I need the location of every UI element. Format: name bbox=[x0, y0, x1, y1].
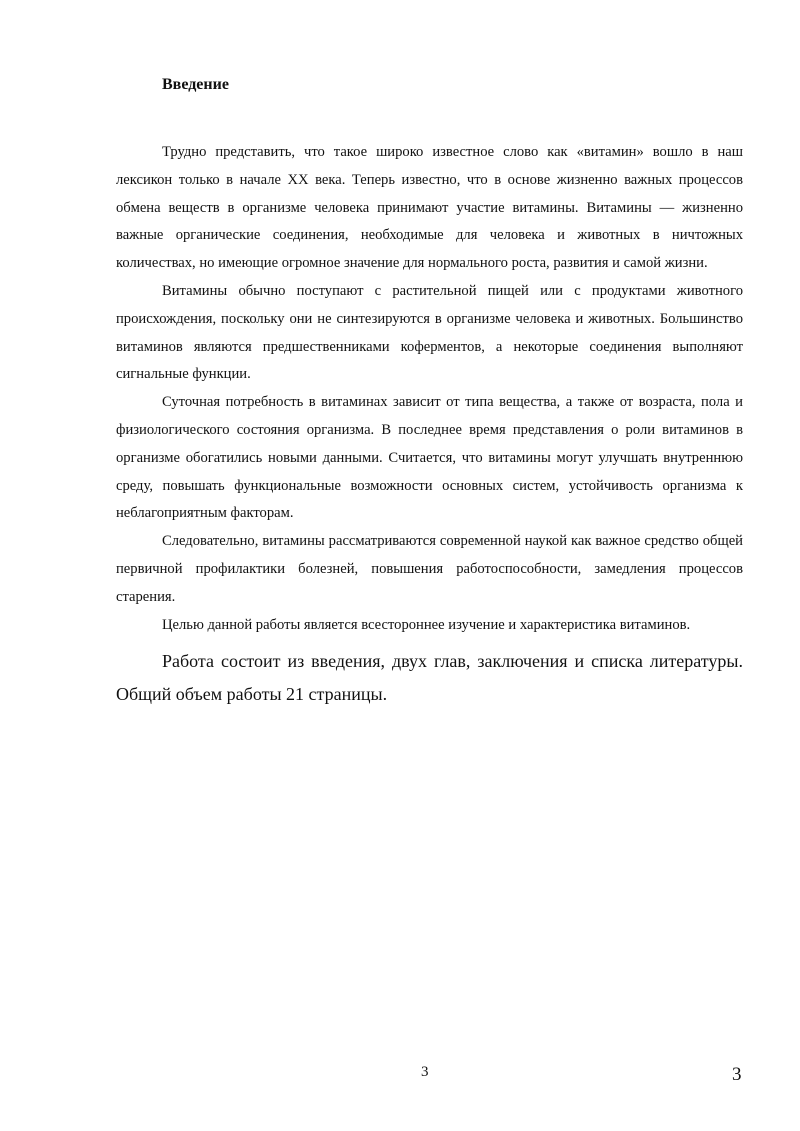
paragraph-conclusion: Следовательно, витамины рассматриваются современной наукой как важное средство общей первичной профилактики болезней, повышения работоспособности, замедления процессов старения. bbox=[116, 533, 743, 605]
section-heading: Введение bbox=[162, 76, 229, 93]
paragraph-daily-need: Суточная потребность в витаминах зависит от типа вещества, а также от возраста, пола и физиологического состояния организма. В последнее время представления о роли витаминов в организме обогатились новыми данными. Считается, что витамины могут улучшать внутреннюю среду, повышать функциональные возможности основных систем, устойчивость организма к неблагоприятным факторам. bbox=[116, 394, 743, 522]
body-text bbox=[116, 139, 743, 711]
paragraph-goal: Целью данной работы является всестороннее изучение и характеристика витаминов. bbox=[162, 616, 691, 633]
corner-page-number: 3 bbox=[732, 1064, 742, 1085]
paragraph-intro: Трудно представить, что такое широко известное слово как «витамин» вошло в наш лексикон только в начале XX века. Теперь известно, что в основе жизненно важных процессов обмена веществ в организме человека принимают участие витамины. Витамины — жизненно важные органические соединения, необходимые для человека и животных в ничтожных количествах, но имеющие огромное значение для нормального роста, развития и самой жизни. bbox=[116, 144, 743, 272]
paragraph-structure: Работа состоит из введения, двух глав, заключения и списка литературы. Общий объем работы 21 страницы. bbox=[116, 651, 743, 705]
paragraph-sources: Витамины обычно поступают с растительной пищей или с продуктами животного происхождения, поскольку они не синтезируются в организме человека и животных. Большинство витаминов являются предшественниками коферментов, а некоторые соединения выполняют сигнальные функции. bbox=[116, 282, 743, 383]
footer-page-number: 3 bbox=[421, 1064, 429, 1080]
